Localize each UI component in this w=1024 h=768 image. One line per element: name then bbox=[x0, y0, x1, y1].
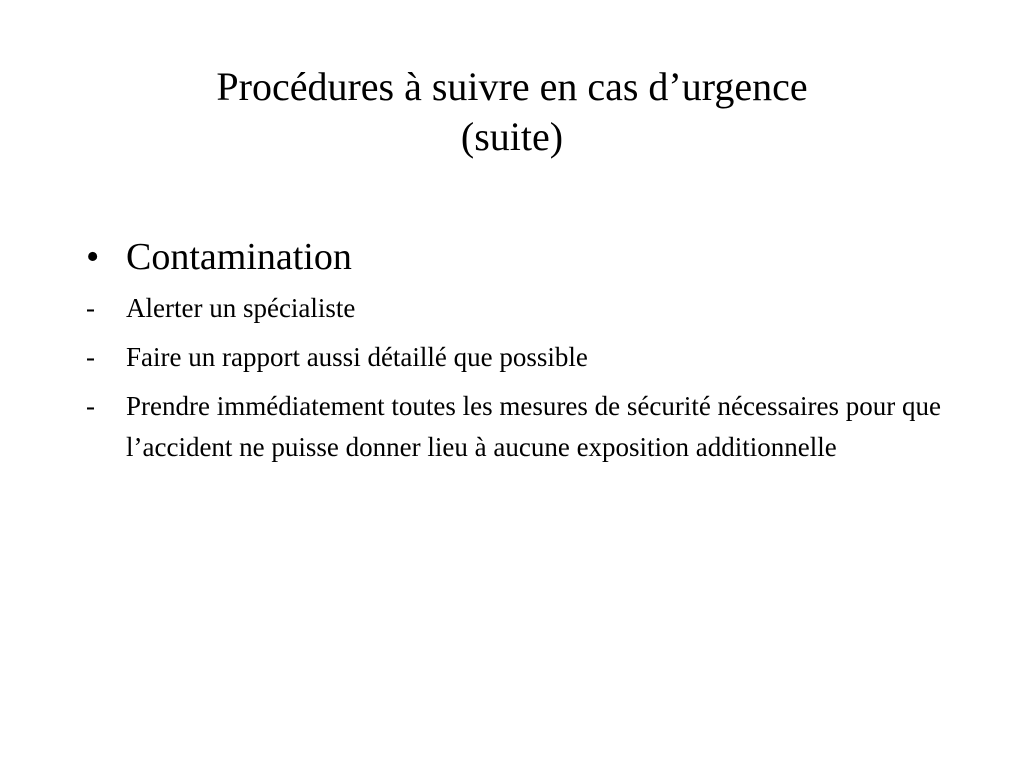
slide-title-line-1: Procédures à suivre en cas d’urgence bbox=[216, 64, 808, 109]
slide-title-line-2: (suite) bbox=[460, 114, 564, 159]
sub-bullet-item bbox=[84, 386, 964, 468]
main-bullet bbox=[84, 234, 964, 280]
sub-bullet-text: Faire un rapport aussi détaillé que possible bbox=[126, 342, 588, 372]
slide-content bbox=[84, 234, 964, 476]
sub-bullet-item bbox=[84, 337, 964, 378]
dash-marker: - bbox=[86, 293, 95, 323]
main-bullet-text: Contamination bbox=[126, 236, 352, 278]
sub-bullet-list bbox=[84, 288, 964, 468]
sub-bullet-text: Prendre immédiatement toutes les mesures de sécurité nécessaires pour que l’accident ne puisse donner lieu à aucune exposition additionnelle bbox=[126, 391, 941, 462]
sub-bullet-text: Alerter un spécialiste bbox=[126, 293, 356, 323]
sub-bullet-item bbox=[84, 288, 964, 329]
dash-marker: - bbox=[86, 391, 95, 421]
bullet-marker: • bbox=[86, 236, 100, 278]
dash-marker: - bbox=[86, 342, 95, 372]
slide-title bbox=[100, 62, 924, 162]
